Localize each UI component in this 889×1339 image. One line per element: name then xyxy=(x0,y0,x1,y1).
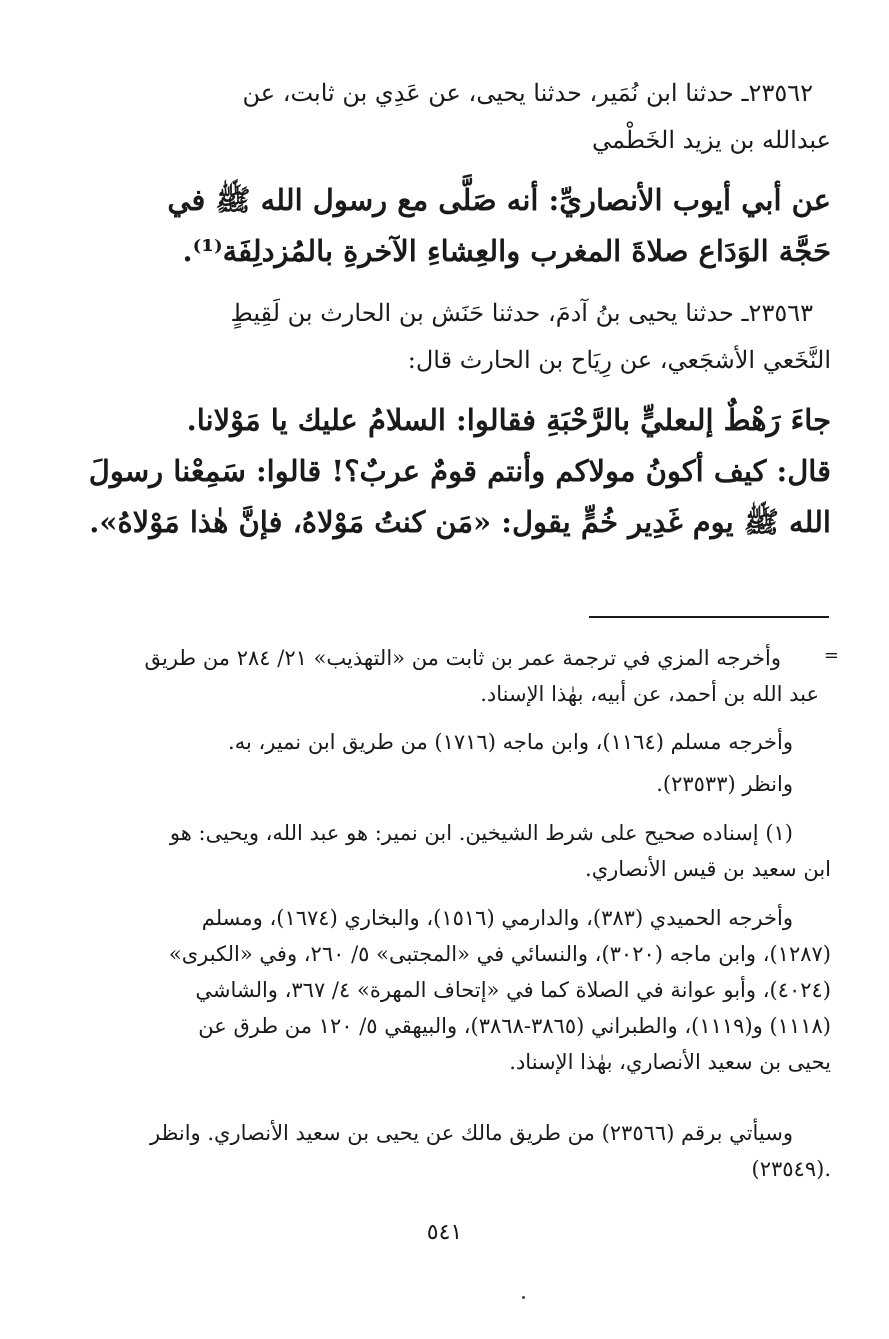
footnote-line: (١٢٨٧)، وابن ماجه (٣٠٢٠)، والنسائي في «المجتبى» ٥/ ٢٦٠، وفي «الكبرى» xyxy=(168,942,831,966)
scan-speck xyxy=(522,1296,525,1299)
footnote-line: (١١١٨) و(١١١٩)، والطبراني (٣٨٦٥-٣٨٦٨)، والبيهقي ٥/ ١٢٠ من طرق عن xyxy=(198,1014,831,1038)
footnote-line: وأخرجه المزي في ترجمة عمر بن ثابت من «التهذيب» ٢١/ ٢٨٤ من طريق xyxy=(144,646,781,670)
matn-line: جاءَ رَهْطٌ إلىعليٍّ بالرَّحْبَةِ فقالوا: السلامُ عليك يا مَوْلانا. xyxy=(186,403,831,437)
hadith-23562-matn xyxy=(56,175,831,277)
footnote-line: .(٢٣٥٤٩) xyxy=(751,1157,831,1181)
footnote-line: وأخرجه مسلم (١١٦٤)، وابن ماجه (١٧١٦) من طريق ابن نمير، به. xyxy=(228,730,793,754)
footnote-separator xyxy=(589,616,829,618)
hadith-23563-isnad xyxy=(56,290,831,384)
footnote-line: وأخرجه الحميدي (٣٨٣)، والدارمي (١٥١٦)، والبخاري (١٦٧٤)، ومسلم xyxy=(201,906,793,930)
footnote-line: عبد الله بن أحمد، عن أبيه، بهٰذا الإسناد. xyxy=(480,682,819,706)
matn-line: الله ﷺ يوم غَدِير خُمٍّ يقول: «مَن كنتُ مَوْلاهُ، فإنَّ هٰذا مَوْلاهُ». xyxy=(89,505,831,539)
isnad-line: النَّخَعي الأشجَعي، عن رِيَاح بن الحارث قال: xyxy=(407,346,831,374)
footnote-line: ابن سعيد بن قيس الأنصاري. xyxy=(585,857,831,881)
footnote-line: يحيى بن سعيد الأنصاري، بهٰذا الإسناد. xyxy=(509,1050,831,1074)
page-number: ٥٤١ xyxy=(426,1220,463,1245)
footnote-paragraph xyxy=(56,724,831,760)
footnote-line: وسيأتي برقم (٢٣٥٦٦) من طريق مالك عن يحيى بن سعيد الأنصاري. وانظر xyxy=(150,1121,793,1145)
isnad-line: ٢٣٥٦٣ـ حدثنا يحيى بنُ آدمَ، حدثنا حَنَش بن الحارث بن لَقِيطٍ xyxy=(230,299,813,327)
footnote-paragraph xyxy=(56,766,831,802)
footnote-line: (٤٠٢٤)، وأبو عوانة في الصلاة كما في «إتحاف المهرة» ٤/ ٣٦٧، والشاشي xyxy=(195,978,831,1002)
footnote-paragraph xyxy=(56,815,831,887)
hadith-23562-isnad xyxy=(56,70,831,164)
footnote-line: (١) إسناده صحيح على شرط الشيخين. ابن نمير: هو عبد الله، ويحيى: هو xyxy=(169,821,793,845)
footnote-paragraph xyxy=(56,1115,831,1187)
matn-line: حَجَّة الوَدَاع صلاةَ المغرب والعِشاءِ الآخرةِ بالمُزدلِفَة⁽¹⁾. xyxy=(182,234,831,268)
hadith-23563-matn xyxy=(56,395,831,548)
isnad-line: ٢٣٥٦٢ـ حدثنا ابن نُمَير، حدثنا يحيى، عن عَدِي بن ثابت، عن xyxy=(242,79,813,107)
isnad-line: عبدالله بن يزيد الخَطْمي xyxy=(591,126,831,154)
footnote-continuation-mark: = xyxy=(823,645,839,666)
matn-line: عن أبي أيوب الأنصاريِّ: أنه صَلَّى مع رسول الله ﷺ في xyxy=(167,183,831,217)
footnote-paragraph xyxy=(56,640,819,712)
footnote-line: وانظر (٢٣٥٣٣). xyxy=(656,772,793,796)
matn-line: قال: كيف أكونُ مولاكم وأنتم قومٌ عربٌ؟! قالوا: سَمِعْنا رسولَ xyxy=(88,454,831,488)
footnote-paragraph xyxy=(56,900,831,1080)
